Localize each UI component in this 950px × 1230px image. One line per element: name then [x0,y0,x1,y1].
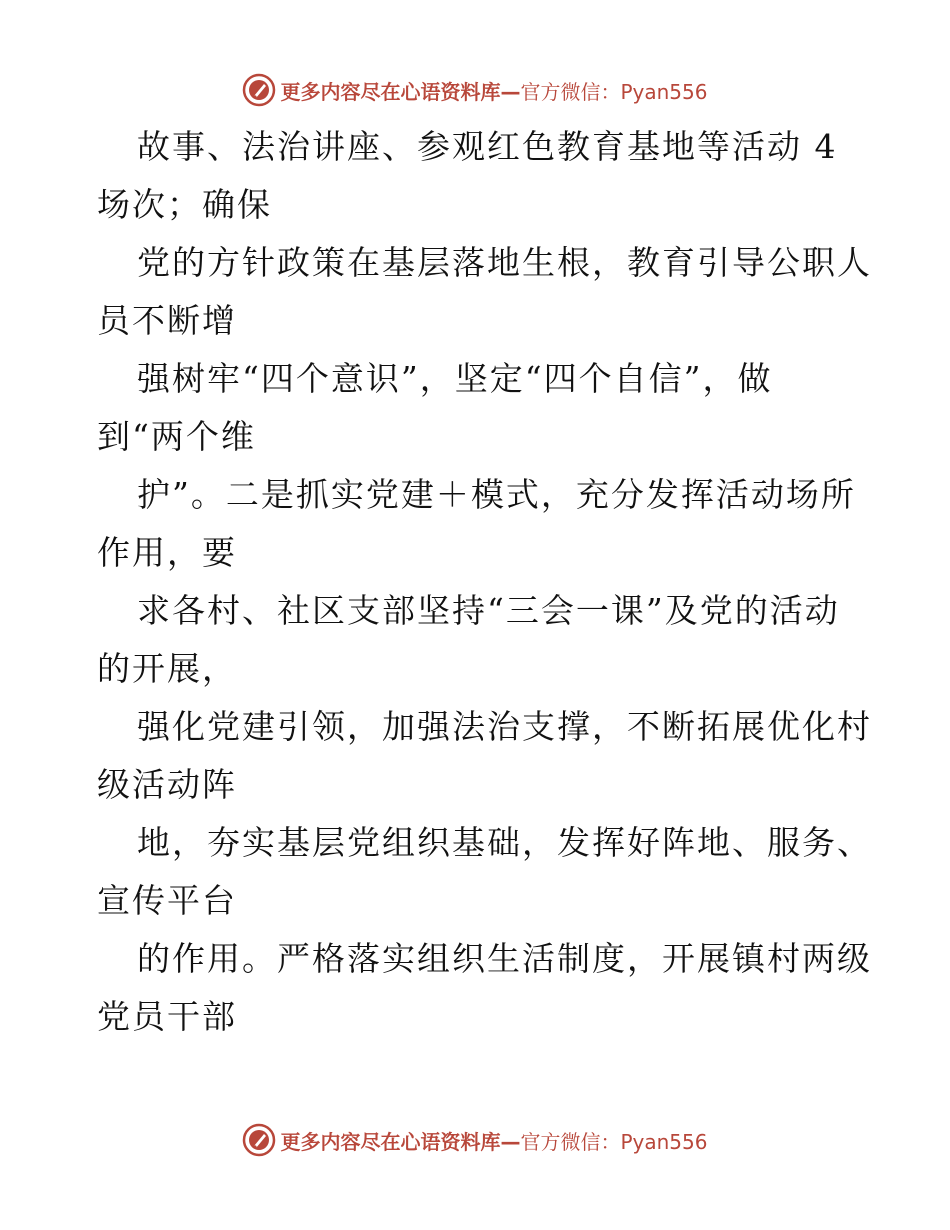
text-line: 场次；确保 [97,185,272,224]
header-wechat-text: 官方微信：Pyan556 [520,79,708,104]
text-line: 员不断增 [97,301,237,340]
text-line: 强树牢“四个意识”，坚定“四个自信”，做 [137,359,773,398]
text-line: 党员干部 [97,997,237,1036]
text-line: 强化党建引领，加强法治支撑，不断拓展优化村 [137,707,872,746]
text-line: 的作用。严格落实组织生活制度，开展镇村两级 [137,939,872,978]
footer-brand-text: 更多内容尽在心语资料库— [280,1129,521,1154]
document-body [97,118,872,1046]
text-line: 作用，要 [97,533,237,572]
header-brand-text: 更多内容尽在心语资料库— [280,79,521,104]
footer-wechat-text: 官方微信：Pyan556 [520,1129,708,1154]
text-line: 的开展， [97,649,237,688]
text-line: 求各村、社区支部坚持“三会一课”及党的活动 [137,591,840,630]
text-line: 护”。二是抓实党建＋模式，充分发挥活动场所 [137,475,856,514]
pen-nib-logo-icon [242,1123,276,1157]
pen-nib-logo-icon [242,73,276,107]
text-line: 宣传平台 [97,881,237,920]
text-line: 故事、法治讲座、参观红色教育基地等活动 4 [137,127,838,166]
header-banner [0,70,950,110]
footer-banner [0,1120,950,1160]
text-line: 级活动阵 [97,765,237,804]
text-line: 到“两个维 [97,417,256,456]
text-line: 党的方针政策在基层落地生根，教育引导公职人 [137,243,872,282]
text-line: 地，夯实基层党组织基础，发挥好阵地、服务、 [137,823,872,862]
